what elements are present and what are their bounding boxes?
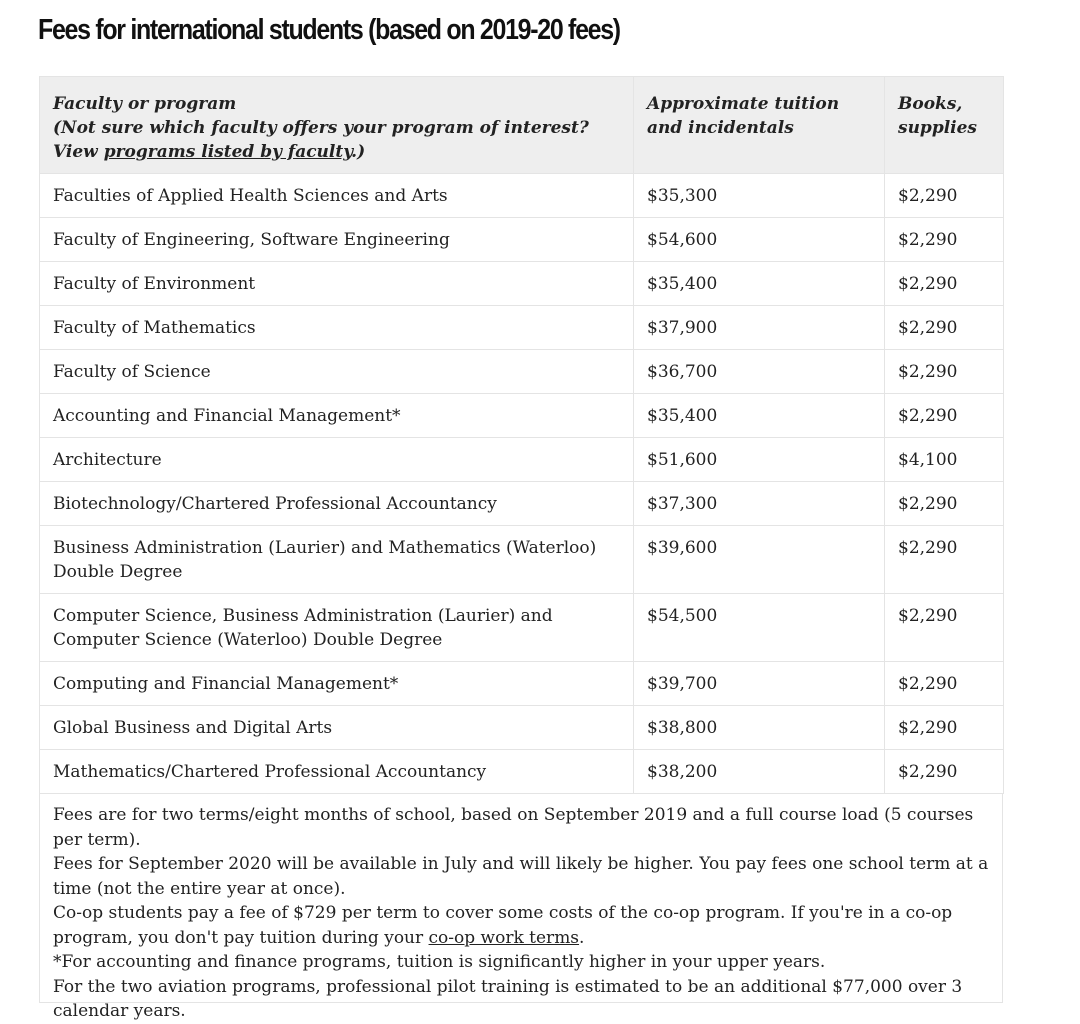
table-row (40, 594, 1004, 662)
header-tuition: Approximate tuition and incidentals (634, 77, 885, 174)
tuition-cell: $51,600 (634, 438, 885, 482)
table-row (40, 482, 1004, 526)
table-row (40, 662, 1004, 706)
tuition-cell: $54,500 (634, 594, 885, 662)
tuition-cell: $37,900 (634, 306, 885, 350)
books-cell: $2,290 (885, 482, 1004, 526)
program-cell: Mathematics/Chartered Professional Accountancy (40, 750, 634, 794)
books-cell: $2,290 (885, 662, 1004, 706)
books-cell: $2,290 (885, 218, 1004, 262)
tuition-cell: $35,400 (634, 394, 885, 438)
header-faculty-hint: (Not sure which faculty offers your program of interest? (53, 118, 589, 138)
note-aviation: For the two aviation programs, professional pilot training is estimated to be an additional $77,000 over 3 calendar years. (53, 976, 963, 1021)
table-row (40, 174, 1004, 218)
program-cell: Business Administration (Laurier) and Mathematics (Waterloo) Double Degree (40, 526, 634, 594)
note-two-terms: Fees are for two terms/eight months of school, based on September 2019 and a full course load (5 courses per term). (53, 805, 974, 850)
note-co-op-suffix: . (579, 927, 585, 948)
table-row (40, 262, 1004, 306)
program-cell: Faculty of Science (40, 350, 634, 394)
header-faculty-or-program (40, 77, 634, 174)
tuition-cell: $54,600 (634, 218, 885, 262)
tuition-cell: $39,700 (634, 662, 885, 706)
header-view-prefix: View (53, 142, 104, 162)
table-row (40, 526, 1004, 594)
books-cell: $2,290 (885, 350, 1004, 394)
program-cell: Architecture (40, 438, 634, 482)
books-cell: $2,290 (885, 306, 1004, 350)
books-cell: $2,290 (885, 594, 1004, 662)
books-cell: $4,100 (885, 438, 1004, 482)
table-row (40, 394, 1004, 438)
books-cell: $2,290 (885, 262, 1004, 306)
header-books-supplies: Books, supplies (885, 77, 1004, 174)
tuition-cell: $35,300 (634, 174, 885, 218)
table-row (40, 218, 1004, 262)
table-row (40, 306, 1004, 350)
table-row (40, 438, 1004, 482)
tuition-cell: $37,300 (634, 482, 885, 526)
program-cell: Accounting and Financial Management* (40, 394, 634, 438)
note-accounting: *For accounting and finance programs, tuition is significantly higher in your upper years. (53, 952, 826, 972)
table-row (40, 750, 1004, 794)
table-row (40, 350, 1004, 394)
program-cell: Faculties of Applied Health Sciences and Arts (40, 174, 634, 218)
books-cell: $2,290 (885, 706, 1004, 750)
note-co-op (53, 901, 989, 950)
program-cell: Faculty of Environment (40, 262, 634, 306)
books-cell: $2,290 (885, 394, 1004, 438)
books-cell: $2,290 (885, 750, 1004, 794)
co-op-work-terms-link[interactable]: co-op work terms (428, 927, 580, 948)
program-cell: Biotechnology/Chartered Professional Accountancy (40, 482, 634, 526)
books-cell: $2,290 (885, 174, 1004, 218)
note-september-2020: Fees for September 2020 will be available in July and will likely be higher. You pay fees one school term at a time (not the entire year at once). (53, 854, 989, 899)
books-cell: $2,290 (885, 526, 1004, 594)
program-cell: Global Business and Digital Arts (40, 706, 634, 750)
note-co-op-text: Co-op students pay a fee of $729 per term to cover some costs of the co-op program. If you're in a co-op program, you don't pay tuition during your (53, 903, 953, 948)
fees-table (39, 76, 1004, 794)
program-cell: Faculty of Engineering, Software Engineering (40, 218, 634, 262)
header-view-suffix: .) (351, 142, 366, 162)
tuition-cell: $38,800 (634, 706, 885, 750)
tuition-cell: $39,600 (634, 526, 885, 594)
program-cell: Computing and Financial Management* (40, 662, 634, 706)
page-title: Fees for international students (based on 2019-20 fees) (38, 14, 620, 46)
table-row (40, 706, 1004, 750)
tuition-cell: $36,700 (634, 350, 885, 394)
program-cell: Faculty of Mathematics (40, 306, 634, 350)
header-faculty-label: Faculty or program (53, 94, 237, 114)
program-cell: Computer Science, Business Administration (Laurier) and Computer Science (Waterloo) Double Degree (40, 594, 634, 662)
table-header-row (40, 77, 1004, 174)
tuition-cell: $38,200 (634, 750, 885, 794)
programs-by-faculty-link[interactable]: programs listed by faculty (103, 142, 352, 162)
fee-notes (39, 793, 1003, 1021)
tuition-cell: $35,400 (634, 262, 885, 306)
